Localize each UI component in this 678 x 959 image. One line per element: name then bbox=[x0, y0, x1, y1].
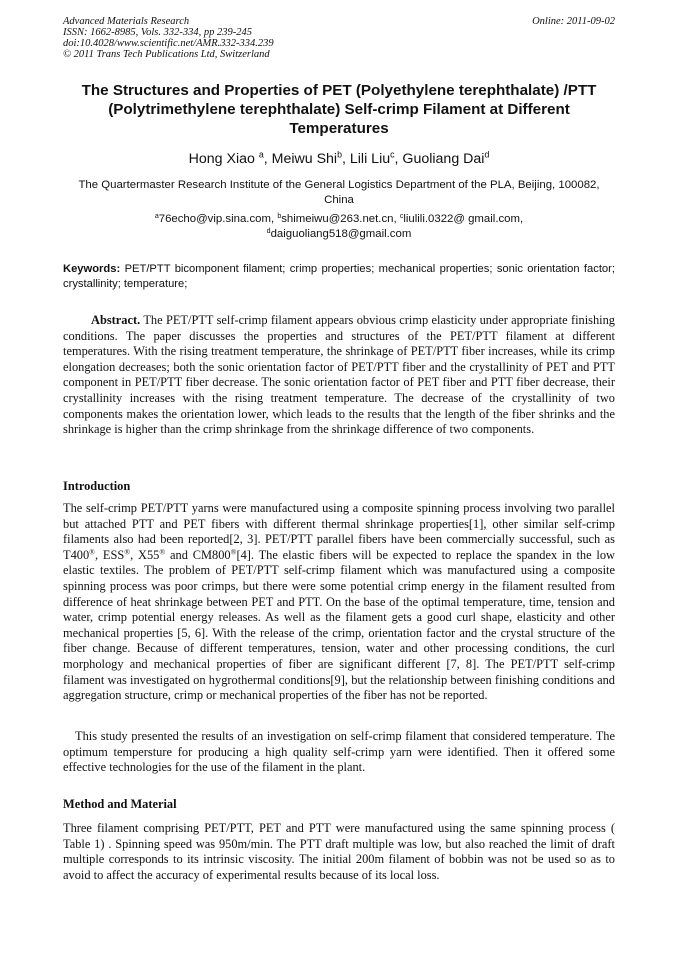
author-affiliation-mark: d bbox=[484, 149, 490, 160]
email-address[interactable]: 76echo@vip.sina.com, bbox=[158, 213, 275, 225]
intro-product-x55: , X55 bbox=[130, 547, 160, 562]
intro-product-ess: , ESS bbox=[95, 547, 125, 562]
abstract bbox=[63, 313, 615, 438]
author-affiliation-mark: b bbox=[337, 149, 342, 160]
method-paragraph-1: Three filament comprising PET/PTT, PET and PTT were manufactured using the same spinning process ( Table 1) . Spinning speed was 950m/min. The PTT draft multiple was low, but also reached the limit of draft multiple corresponds to its intrinsic viscosity. The initial 200m filament of bobbin was not be used so as to avoid to affect the accuracy of experimental results because of its local loss. bbox=[63, 821, 615, 882]
email-mark: a bbox=[154, 212, 159, 220]
doi-line: doi:10.4028/www.scientific.net/AMR.332-334.239 bbox=[63, 38, 274, 49]
paper-title: The Structures and Properties of PET (Polyethylene terephthalate) /PTT (Polytrimethylene terephthalate) Self-crimp Filament at Different Temperatures bbox=[81, 82, 597, 137]
email-mark: c bbox=[399, 212, 404, 220]
email-list bbox=[63, 212, 615, 242]
author-affiliation-mark: c bbox=[390, 149, 395, 160]
introduction-paragraph-2: This study presented the results of an investigation on self-crimp filament that considered temperature. The optimum tempersture for producing a high quality self-crimp yarn were identified. Then it offered some effective technologies for the use of the filament in the plant. bbox=[63, 729, 615, 775]
intro-text-b: [4]. The elastic fibers will be expected to replace the spandex in the low elastic textiles. The problem of PET/PTT self-crimp filament which was manufactured using a composite spinning process was poor crimps, but there were some potential crimp energy in the filament resulted from difference of heat shrinkage between PET and PTT. On the base of the optimal temperature, time, tension and water, crimp potential energy releases. As well as the filament gets a good curl shape, elasticity and other mechanical properties [5, 6]. With the release of the crimp, orientation factor and the crystal structure of the fiber change. Because of different temperatures, tension, water and other processing conditions, the curl morphology and mechanical properties of fiber are significant different [7, 8]. The PET/PTT self-crimp filament was investigated on hygrothermal conditions[9], but the relationship between finishing conditions and aggregation structure, crimp or mechanical properties of the fiber has not be reported. bbox=[63, 547, 615, 703]
email-address[interactable]: liulili.0322@ gmail.com, bbox=[403, 213, 524, 225]
email-address[interactable]: shimeiwu@263.net.cn, bbox=[281, 213, 397, 225]
author-name: Guoliang Dai bbox=[402, 151, 485, 167]
author-affiliation-mark: a bbox=[258, 149, 264, 160]
registered-mark: ® bbox=[230, 547, 237, 557]
issn-line: ISSN: 1662-8985, Vols. 332-334, pp 239-245 bbox=[63, 27, 252, 38]
journal-name: Advanced Materials Research bbox=[63, 16, 190, 27]
journal-header bbox=[63, 16, 615, 60]
introduction-paragraph-1 bbox=[63, 501, 615, 704]
author-name: Lili Liu bbox=[349, 151, 391, 167]
method-heading: Method and Material bbox=[63, 797, 177, 811]
email-mark: d bbox=[266, 227, 271, 235]
registered-mark: ® bbox=[89, 547, 95, 557]
abstract-label: Abstract. bbox=[91, 313, 141, 327]
affiliation: The Quartermaster Research Institute of the General Logistics Department of the PLA, Beijing, 100082, China bbox=[78, 179, 600, 206]
introduction-heading: Introduction bbox=[63, 479, 131, 493]
author-name: Meiwu Shi bbox=[271, 151, 338, 167]
intro-product-cm800: and CM800 bbox=[165, 547, 231, 562]
keywords bbox=[63, 262, 615, 292]
online-date: Online: 2011-09-02 bbox=[532, 16, 615, 27]
keywords-text: PET/PTT bicomponent filament; crimp properties; mechanical properties; sonic orientation factor; crystallinity; temperature; bbox=[63, 263, 615, 290]
author-name: Hong Xiao bbox=[188, 151, 255, 167]
email-mark: b bbox=[277, 212, 282, 220]
copyright-line: © 2011 Trans Tech Publications Ltd, Switzerland bbox=[63, 49, 270, 60]
keywords-label: Keywords: bbox=[63, 263, 121, 275]
registered-mark: ® bbox=[124, 547, 131, 557]
registered-mark: ® bbox=[159, 547, 166, 557]
author-list: Hong Xiao $^a$, Meiwu Shi$^b$, Lili Liu$^c$, Guoliang Dai$^d$ bbox=[188, 149, 490, 167]
intro-text-a: The self-crimp PET/PTT yarns were manufactured using a composite spinning process involving two parallel but attached PTT and PET fibers with different thermal shrinkage properties[1], other similar self-crimp filaments also had been reported[2, 3]. PET/PTT parallel fibers have been commercially successful, such as T400 bbox=[63, 501, 615, 562]
email-address[interactable]: daiguoliang518@gmail.com bbox=[270, 228, 412, 240]
abstract-text: The PET/PTT self-crimp filament appears obvious crimp elasticity under appropriate finishing conditions. The paper discusses the properties and structures of the PET/PTT filament at different temperatures. With the rising treatment temperature, the shrinkage of PET/PTT fiber increases, while its crimp elongation decreases; both the sonic orientation factor of PET/PTT fiber and the crystallinity of PET and PTT component in PET/PTT fiber decrease. The sonic orientation factor of PET fiber and PTT fiber decrease, their crystallinity increases with the rising treatment temperature. The decrease of the crystallinity of two components makes the orientation lower, which leads to the results that the length of the fiber shrinks and the shrinkage is higher than the crimp shrinkage from the shrinkage difference of two components. bbox=[63, 313, 616, 437]
